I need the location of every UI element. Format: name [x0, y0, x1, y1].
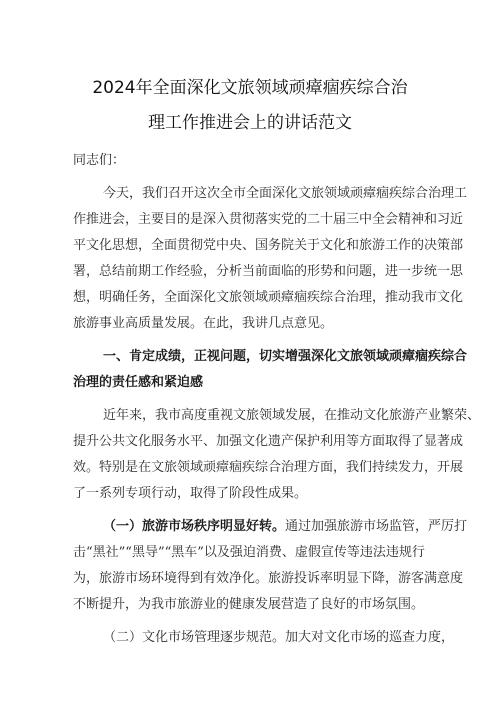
section-heading-line-2: 治理的责任感和紧迫感 — [73, 375, 204, 390]
document-title-line-2: 理工作推进会上的讲话范文 — [148, 113, 352, 133]
subsection-1-line-4: 不断提升，为我市旅游业的健康发展营造了良好的市场氛围。 — [73, 597, 425, 612]
section-paragraph-line-3: 效。特别是在文旅领域顽瘴痼疾综合治理方面，我们持续发力，开展 — [73, 460, 464, 475]
subsection-1-heading: （一）旅游市场秩序明显好转。 — [103, 519, 286, 534]
section-paragraph-line-4: 了一系列专项行动，取得了阶段性成果。 — [73, 486, 308, 501]
section-paragraph-line-2: 提升公共文化服务水平、加强文化遗产保护利用等方面取得了显著成 — [73, 434, 464, 449]
intro-line-3: 平文化思想，全面贯彻党中央、国务院关于文化和旅游工作的决策部 — [73, 238, 464, 253]
document-title-line-1: 2024年全面深化文旅领域顽瘴痼疾综合治 — [92, 78, 408, 98]
subsection-2-line-1: （二）文化市场管理逐步规范。加大对文化市场的巡查力度， — [103, 630, 455, 645]
section-heading-line-1: 一、肯定成绩，正视问题，切实增强深化文旅领域顽瘴痼疾综合 — [103, 349, 468, 364]
intro-line-2: 作推进会，主要目的是深入贯彻落实党的二十届三中全会精神和习近 — [73, 212, 464, 227]
salutation: 同志们： — [73, 153, 126, 168]
subsection-1-first-line-text: 通过加强旅游市场监管，严厉打 — [285, 519, 468, 534]
intro-line-5: 想，明确任务，全面深化文旅领域顽瘴痼疾综合治理，推动我市文化 — [73, 290, 464, 305]
subsection-1-line-3: 为，旅游市场环境得到有效净化。旅游投诉率明显下降，游客满意度 — [73, 571, 464, 586]
subsection-1-line-2: 击“黑社”“黑导”“黑车”以及强迫消费、虚假宣传等违法违规行 — [73, 545, 425, 560]
intro-line-6: 旅游事业高质量发展。在此，我讲几点意见。 — [73, 316, 334, 331]
subsection-1-first-line — [103, 518, 467, 536]
section-paragraph-line-1: 近年来，我市高度重视文旅领域发展，在推动文化旅游产业繁荣、 — [103, 408, 481, 423]
intro-line-1: 今天，我们召开这次全市全面深化文旅领域顽瘴痼疾综合治理工 — [103, 186, 468, 201]
intro-line-4: 署，总结前期工作经验，分析当前面临的形势和问题，进一步统一思 — [73, 264, 464, 279]
